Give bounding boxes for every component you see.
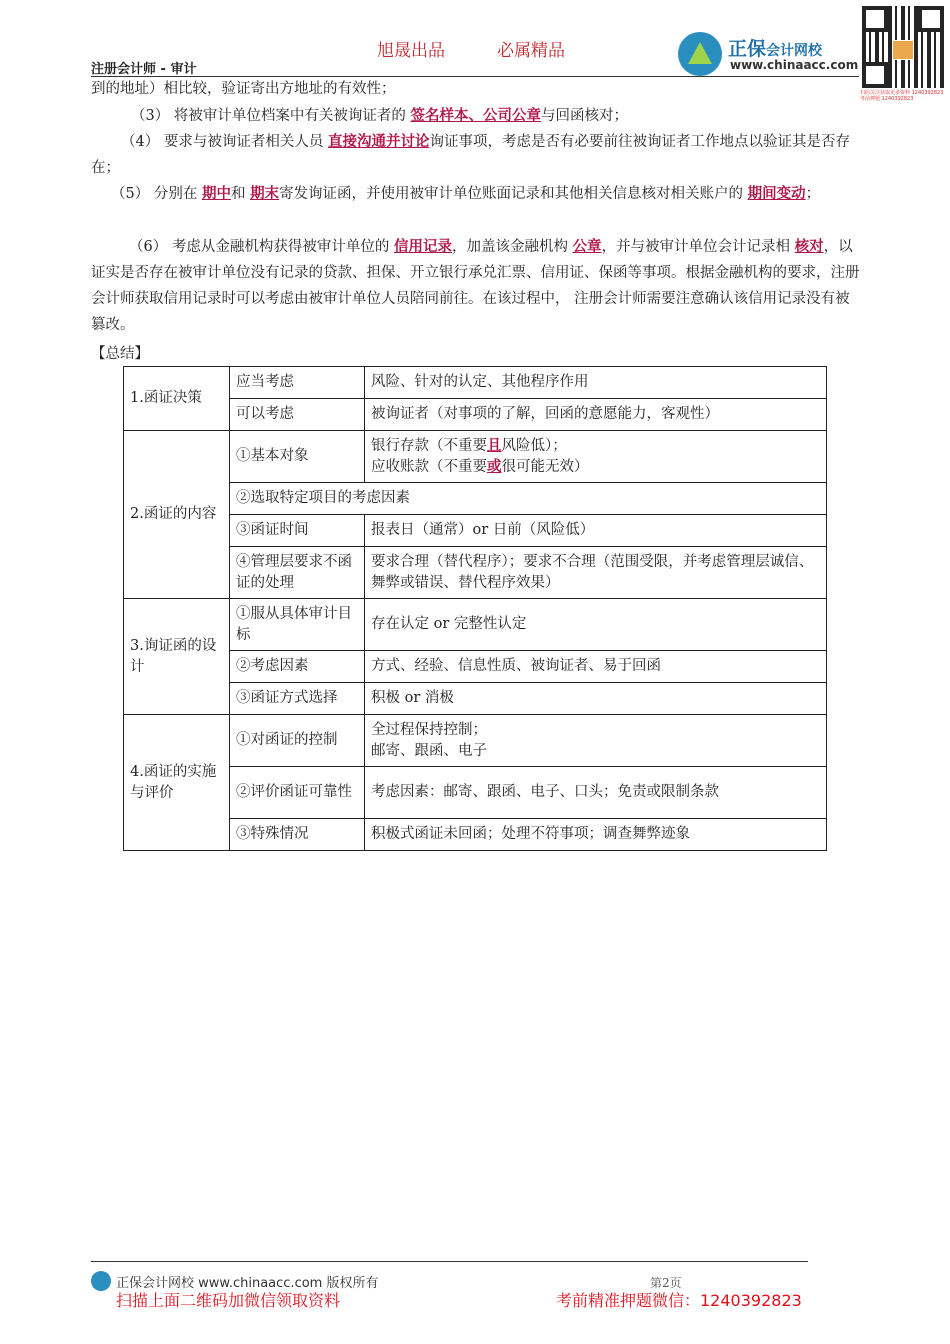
table-cell: ②评价函证可靠性 [230, 767, 365, 819]
emphasis-text: 公章 [572, 239, 602, 255]
footer-logo-icon [91, 1271, 111, 1291]
table-cell: 方式、经验、信息性质、被询证者、易于回函 [365, 651, 827, 683]
table-cell: ③特殊情况 [230, 819, 365, 851]
table-cell: ②选取特定项目的考虑因素 [230, 483, 827, 515]
emphasis-text: 信用记录 [393, 239, 452, 255]
brand-logo-icon [678, 32, 722, 76]
table-cell: ①对函证的控制 [230, 715, 365, 767]
paragraph-5: （5） 分别在 期中和 期末寄发询证函，并使用被审计单位账面记录和其他相关信息核对相关账户的 期间变动； [111, 186, 821, 202]
table-row [124, 547, 827, 599]
cell-line: 银行存款（不重要且风险低）； [371, 437, 567, 454]
paragraph-0 [91, 76, 861, 102]
table-row [124, 431, 827, 483]
table-cell: 考虑因素：邮寄、跟函、电子、口头；免责或限制条款 [365, 767, 827, 819]
group-title: 4.函证的实施与评价 [124, 715, 230, 851]
brand-logo[interactable] [678, 30, 858, 76]
cell-line: 全过程保持控制； [371, 721, 487, 738]
table-row [124, 399, 827, 431]
paragraph-3: （3） 将被审计单位档案中有关被询证者的 签名样本、公司公章与回函核对； [131, 108, 628, 124]
emphasis-text: 直接沟通并讨论 [327, 134, 430, 150]
emphasis-text: 期中 [201, 186, 231, 202]
footer-ad-right: 考前精准押题微信：1240392823 [556, 1291, 802, 1310]
qr-center-logo-icon [892, 40, 914, 60]
table-row [124, 683, 827, 715]
group-title: 3.询证函的设计 [124, 599, 230, 715]
cell-line: 应收账款（不重要或很可能无效） [371, 458, 589, 475]
qr-finder-icon [862, 62, 888, 88]
cell-line: 邮寄、跟函、电子 [371, 742, 487, 759]
table-row [124, 599, 827, 651]
group-title: 1.函证决策 [124, 367, 230, 431]
table-cell: 积极式函证未回函；处理不符事项；调查舞弊迹象 [365, 819, 827, 851]
table-cell: 报表日（通常）or 日前（风险低） [365, 515, 827, 547]
table-cell: 可以考虑 [230, 399, 365, 431]
table-cell: 被询证者（对事项的了解，回函的意愿能力，客观性） [365, 399, 827, 431]
table-row [124, 715, 827, 767]
slogan-right: 必属精品 [497, 41, 565, 61]
qr-finder-icon [918, 6, 944, 32]
summary-table [123, 366, 827, 851]
table-cell: ①服从具体审计目标 [230, 599, 365, 651]
table-row [124, 767, 827, 819]
table-cell: ④管理层要求不函证的处理 [230, 547, 365, 599]
emphasis-text: 核对 [794, 239, 824, 255]
table-cell: 要求合理（替代程序）；要求不合理（范围受限，并考虑管理层诚信、舞弊或错误、替代程序效果） [365, 547, 827, 599]
table-row [124, 367, 827, 399]
table-row [124, 651, 827, 683]
table-row [124, 819, 827, 851]
paragraph-4: （4） 要求与被询证者相关人员 直接沟通并讨论询证事项，考虑是否有必要前往被询证者工作地点以验证其是否存在； [91, 134, 850, 176]
qr-note: 扫码关注获取更多资料 1240392823 考前押题 1240392823 [860, 90, 944, 102]
qr-code-icon [862, 6, 944, 88]
table-cell [365, 431, 827, 483]
emphasis-text: 且 [487, 437, 502, 454]
qr-finder-icon [862, 6, 888, 32]
page-number: 第2页 [650, 1276, 682, 1290]
brand-name: 正保会计网校 [728, 38, 823, 60]
table-cell: 积极 or 消极 [365, 683, 827, 715]
document-subject: 注册会计师 - 审计 [91, 62, 197, 77]
table-cell [365, 715, 827, 767]
emphasis-text: 或 [487, 458, 502, 475]
table-cell: ①基本对象 [230, 431, 365, 483]
group-title: 2.函证的内容 [124, 431, 230, 599]
footer-copyright: 正保会计网校 www.chinaacc.com 版权所有 [116, 1276, 379, 1291]
table-cell: 风险、针对的认定、其他程序作用 [365, 367, 827, 399]
emphasis-text: 期间变动 [747, 186, 806, 202]
table-row [124, 515, 827, 547]
summary-heading: 【总结】 [91, 346, 149, 362]
footer-divider [91, 1261, 808, 1262]
brand-url: www.chinaacc.com [730, 58, 859, 72]
paragraph-text: 到的地址）相比较，验证寄出方地址的有效性； [91, 81, 396, 97]
emphasis-text: 期末 [250, 186, 280, 202]
slogan-left: 旭晟出品 [377, 41, 445, 61]
footer-ad-left: 扫描上面二维码加微信领取资料 [116, 1291, 341, 1310]
table-row [124, 483, 827, 515]
table-cell: ③函证时间 [230, 515, 365, 547]
table-cell: 应当考虑 [230, 367, 365, 399]
emphasis-text: 签名样本、公司公章 [410, 108, 541, 124]
table-cell: ③函证方式选择 [230, 683, 365, 715]
brand-name-small: 会计网校 [766, 43, 823, 59]
table-cell: ②考虑因素 [230, 651, 365, 683]
paragraph-6: （6） 考虑从金融机构获得被审计单位的 信用记录，加盖该金融机构 公章，并与被审计单位会计记录相 核对，以证实是否存在被审计单位没有记录的贷款、担保、开立银行承兑汇票、信用证、保函等事项。根据金融机构的要求，注册会计师获取信用记录时可以考虑由被审计单位人员陪同前往。在该过程中， 注册会计师需要注意确认该信用记录没有被篡改。 [91, 239, 860, 333]
table-cell: 存在认定 or 完整性认定 [365, 599, 827, 651]
